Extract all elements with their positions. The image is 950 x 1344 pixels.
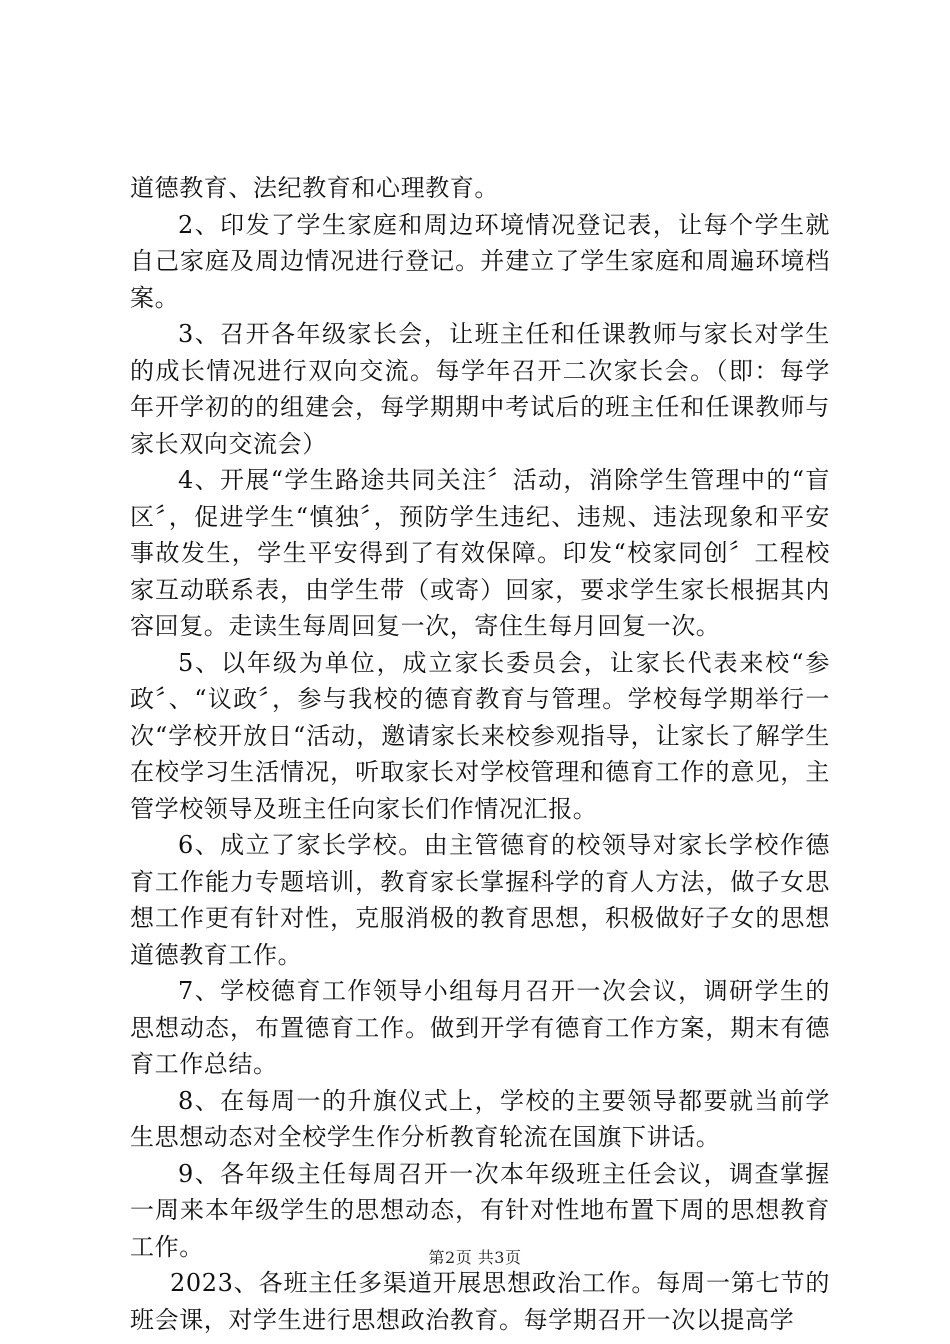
paragraph-item-3: 3、召开各年级家长会，让班主任和任课教师与家长对学生的成长情况进行双向交流。每学年召开二次家长会。（即：每学年开学初的的组建会，每学期期中考试后的班主任和任课教师与家长双向交流会） xyxy=(130,320,830,458)
paragraph-item-4: 4、开展“学生路途共同关注〞活动，消除学生管理中的“盲区〞，促进学生“慎独〞，预防学生违纪、违规、违法现象和平安事故发生，学生平安得到了有效保障。印发“校家同创〞工程校家互动联系表，由学生带（或寄）回家，要求学生家长根据其内容回复。走读生每周回复一次，寄住生每月回复一次。 xyxy=(130,466,830,640)
paragraph-item-2: 2、印发了学生家庭和周边环境情况登记表，让每个学生就自己家庭及周边情况进行登记。并建立了学生家庭和周遍环境档案。 xyxy=(130,210,830,312)
document-body xyxy=(130,170,830,1338)
paragraph-item-6: 6、成立了家长学校。由主管德育的校领导对家长学校作德育工作能力专题培训，教育家长掌握科学的育人方法，做子女思想工作更有针对性，克服消极的教育思想，积极做好子女的思想道德教育工作。 xyxy=(130,831,830,969)
paragraph-item-9: 9、各年级主任每周召开一次本年级班主任会议，调查掌握一周来本年级学生的思想动态，有针对性地布置下周的思想教育工作。 xyxy=(130,1159,830,1261)
paragraph-item-2023: 2023、各班主任多渠道开展思想政治工作。每周一第七节的班会课，对学生进行思想政治教育。每学期召开一次以提高学 xyxy=(130,1269,830,1334)
page-number-footer: 第2页 共3页 xyxy=(428,1248,522,1267)
paragraph-item-8: 8、在每周一的升旗仪式上，学校的主要领导都要就当前学生思想动态对全校学生作分析教育轮流在国旗下讲话。 xyxy=(130,1086,830,1151)
paragraph-continuation: 道德教育、法纪教育和心理教育。 xyxy=(130,174,499,202)
paragraph-item-5: 5、以年级为单位，成立家长委员会，让家长代表来校“参政〞、“议政〞，参与我校的德育教育与管理。学校每学期举行一次“学校开放日“活动，邀请家长来校参观指导，让家长了解学生在校学习生活情况，听取家长对学校管理和德育工作的意见，主管学校领导及班主任向家长们作情况汇报。 xyxy=(130,648,830,823)
paragraph-item-7: 7、学校德育工作领导小组每月召开一次会议，调研学生的思想动态，布置德育工作。做到开学有德育工作方案，期末有德育工作总结。 xyxy=(130,977,830,1078)
